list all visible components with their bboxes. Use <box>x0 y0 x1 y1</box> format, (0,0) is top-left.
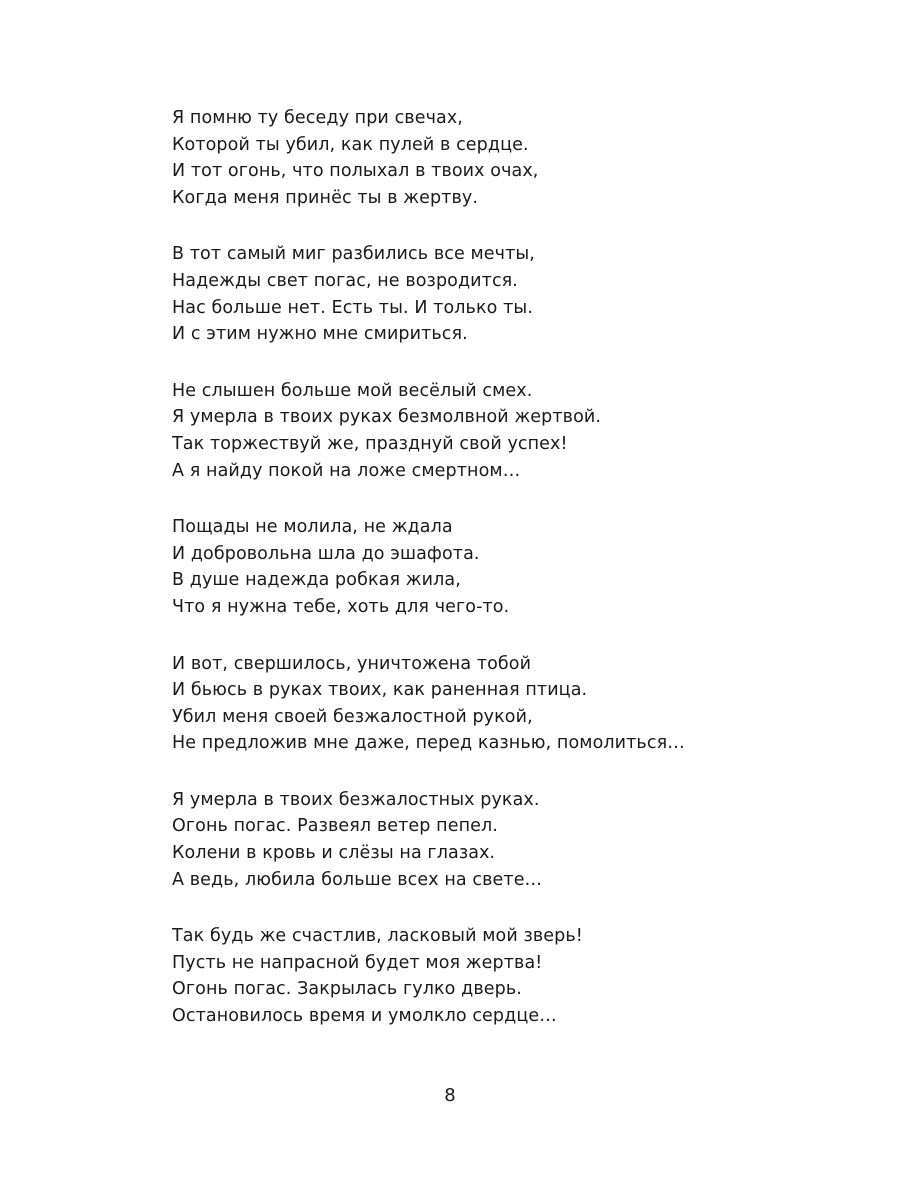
stanza-4 <box>172 514 812 620</box>
poem-line: Так будь же счастлив, ласковый мой зверь! <box>172 926 583 947</box>
poem-line: Пощады не молила, не ждала <box>172 517 453 538</box>
poem-line: Что я нужна тебе, хоть для чего-то. <box>172 596 510 617</box>
poem-line: В душе надежда робкая жила, <box>172 570 461 591</box>
poem-line: И бьюсь в руках твоих, как раненная птица. <box>172 680 588 701</box>
poem-line: Остановилось время и умолкло сердце… <box>172 1006 557 1027</box>
poem-line: Которой ты убил, как пулей в сердце. <box>172 134 529 155</box>
poem-line: А ведь, любила больше всех на свете… <box>172 869 543 890</box>
poem-line: В тот самый миг разбились все мечты, <box>172 244 535 265</box>
stanza-7 <box>172 923 812 1029</box>
poem-line: Не слышен больше мой весёлый смех. <box>172 380 533 401</box>
poem-line: Убил меня своей безжалостной рукой, <box>172 706 533 727</box>
page-number: 8 <box>444 1085 456 1106</box>
poem-line: Пусть не напрасной будет моя жертва! <box>172 952 543 973</box>
poem-line: Я помню ту беседу при свечах, <box>172 108 463 128</box>
poem-line: Надежды свет погас, не возродится. <box>172 270 518 291</box>
stanza-3 <box>172 378 812 484</box>
poem-line: Когда меня принёс ты в жертву. <box>172 187 479 208</box>
poem-line: А я найду покой на ложе смертном… <box>172 460 521 481</box>
poem-line: И вот, свершилось, уничтожена тобой <box>172 653 532 674</box>
poem-line: Я умерла в твоих руках безмолвной жертвой. <box>172 407 602 428</box>
poem-line: И добровольна шла до эшафота. <box>172 543 480 564</box>
poem-line: Не предложив мне даже, перед казнью, помолиться… <box>172 733 685 754</box>
poem-line: Огонь погас. Развеял ветер пепел. <box>172 816 498 837</box>
stanza-6 <box>172 787 812 893</box>
poem-line: И тот огонь, что полыхал в твоих очах, <box>172 161 539 182</box>
poem-line: И с этим нужно мне смириться. <box>172 324 468 345</box>
poem-line: Так торжествуй же, празднуй свой успех! <box>172 433 568 454</box>
stanza-1 <box>172 105 812 211</box>
poem-body <box>172 105 812 1060</box>
stanza-5 <box>172 651 812 757</box>
poem-line: Нас больше нет. Есть ты. И только ты. <box>172 297 533 318</box>
poem-line: Колени в кровь и слёзы на глазах. <box>172 843 496 864</box>
poem-line: Огонь погас. Закрылась гулко дверь. <box>172 979 522 1000</box>
poem-line: Я умерла в твоих безжалостных руках. <box>172 789 540 810</box>
stanza-2 <box>172 241 812 347</box>
